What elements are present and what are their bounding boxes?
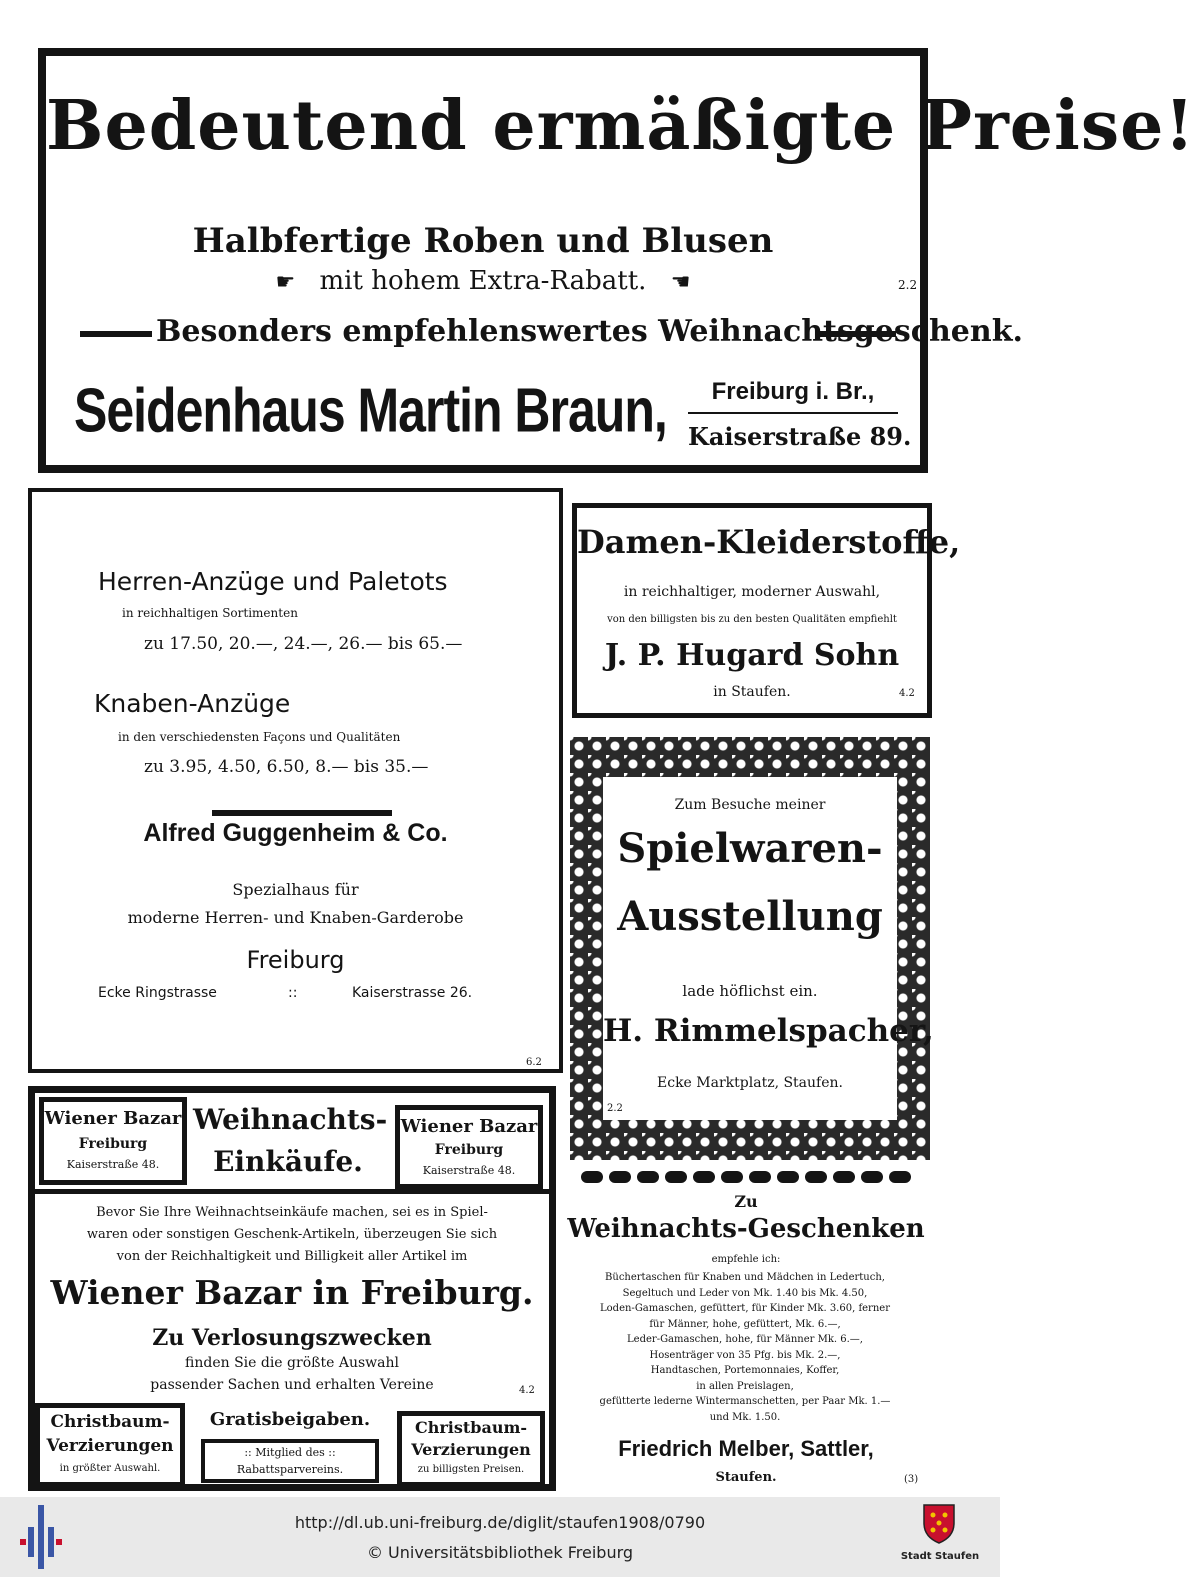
ad2-prices2: zu 3.95, 4.50, 6.50, 8.— bis 35.—	[144, 757, 429, 777]
ad5-right-l2: Freiburg	[434, 1142, 504, 1158]
ad5-left-l3: Kaiserstraße 48.	[66, 1158, 160, 1171]
ad5-bottom-right-box	[397, 1411, 545, 1487]
ad5-center-title2: Einkäufe.	[213, 1145, 363, 1178]
ad5-bc-l1: Gratisbeigaben.	[209, 1409, 371, 1430]
pointing-hand-left-icon: ☚	[670, 270, 691, 295]
ad6-title: Weihnachts-Geschenken	[567, 1214, 925, 1244]
ad5-bottom-center	[195, 1403, 385, 1487]
ad1-line2: Halbfertige Roben und Blusen	[192, 221, 774, 261]
ad4-code: 2.2	[607, 1103, 623, 1114]
ad3-title: Damen-Kleiderstoffe,	[577, 523, 961, 561]
ad5-right-box	[395, 1105, 543, 1189]
ad5-code: 4.2	[519, 1385, 535, 1396]
ad5-bl-l2: Verzierungen	[46, 1436, 174, 1456]
ad6-zu: Zu	[734, 1192, 758, 1211]
ad2-spec2: moderne Herren- und Knaben-Garderobe	[127, 908, 464, 927]
ad2-company: Alfred Guggenheim & Co.	[143, 819, 448, 847]
ad6-line: Segeltuch und Leder von Mk. 1.40 bis Mk. 4.50,	[622, 1287, 868, 1299]
ad5-body4: finden Sie die größte Auswahl	[185, 1355, 399, 1371]
ad6-city: Staufen.	[715, 1470, 777, 1485]
ad2-title1: Herren-Anzüge und Paletots	[98, 567, 448, 596]
ad1-city-rule	[688, 412, 898, 414]
ad3-line2: von den billigsten bis zu den besten Qualitäten empfiehlt	[607, 614, 897, 625]
ad2-title2: Knaben-Anzüge	[94, 689, 291, 718]
ad3-city: in Staufen.	[713, 684, 791, 700]
ad1-double-rule-right	[816, 331, 896, 337]
ad5-center-title1: Weihnachts-	[193, 1103, 388, 1136]
ad2-sub2: in den verschiedensten Façons und Qualitäten	[118, 730, 401, 744]
ad3-company: J. P. Hugard Sohn	[604, 638, 900, 673]
ad5-left-l1: Wiener Bazar	[44, 1108, 182, 1129]
ad6-empf: empfehle ich:	[711, 1254, 781, 1265]
ad3-code: 4.2	[899, 688, 915, 699]
ad5-body5: passender Sachen und erhalten Vereine	[150, 1377, 434, 1393]
ad2-city: Freiburg	[246, 946, 345, 974]
ad-wiener-bazar	[28, 1086, 556, 1491]
ad5-br-l3: zu billigsten Preisen.	[417, 1464, 525, 1475]
ad2-company-rule	[212, 810, 392, 816]
ad4-title1: Spielwaren-	[617, 825, 883, 872]
ad1-headline: Bedeutend ermäßigte Preise!	[46, 86, 1195, 166]
ad5-big: Wiener Bazar in Freiburg.	[50, 1273, 534, 1312]
ad6-line: für Männer, hohe, gefüttert, Mk. 6.—,	[649, 1318, 841, 1330]
ad1-code: 2.2	[898, 278, 918, 292]
ad6-code: (3)	[904, 1474, 919, 1485]
ad6-line: gefütterte lederne Wintermanschetten, per Paar Mk. 1.—	[599, 1396, 891, 1407]
ad5-bl-l3: in größter Auswahl.	[59, 1463, 161, 1474]
ad-rimmelspacher-ornament-border	[570, 737, 934, 1160]
ad5-right-l3: Kaiserstraße 48.	[422, 1164, 516, 1177]
ad4-title2: Ausstellung	[617, 893, 883, 940]
ad1-company: Seidenhaus Martin Braun,	[74, 375, 667, 446]
ad1-line3: mit hohem Extra-Rabatt.	[319, 266, 647, 296]
ad5-left-l2: Freiburg	[78, 1136, 148, 1152]
footer-logo-label: Stadt Staufen	[900, 1551, 980, 1562]
ad4-addr: Ecke Marktplatz, Staufen.	[657, 1075, 843, 1091]
ad4-name: H. Rimmelspacher,	[603, 1013, 934, 1049]
ad2-spec1: Spezialhaus für	[232, 880, 359, 899]
ad6-name: Friedrich Melber, Sattler,	[618, 1436, 874, 1461]
ad5-bl-l1: Christbaum-	[50, 1412, 170, 1432]
ad5-body3: von der Reichhaltigkeit und Billigkeit aller Artikel im	[116, 1249, 468, 1264]
ad6-line: Hosenträger von 35 Pfg. bis Mk. 2.—,	[649, 1349, 841, 1361]
ad6-line: und Mk. 1.50.	[709, 1411, 781, 1423]
ad6-line: Loden-Gamaschen, gefüttert, für Kinder Mk. 3.60, ferner	[600, 1303, 890, 1314]
ad1-line4: Besonders empfehlenswertes Weihnachtsgeschenk.	[156, 314, 1023, 349]
ad5-bc-l3: Rabattsparvereins.	[236, 1463, 344, 1476]
ad6-line: Handtaschen, Portemonnaies, Koffer,	[650, 1365, 840, 1376]
ad5-sub: Zu Verlosungszwecken	[152, 1325, 432, 1351]
ad2-prices1: zu 17.50, 20.—, 24.—, 26.— bis 65.—	[144, 634, 463, 654]
ad5-body2: waren oder sonstigen Geschenk-Artikeln, überzeugen Sie sich	[86, 1227, 498, 1242]
ad5-divider-top	[35, 1189, 549, 1194]
ad4-intro: Zum Besuche meiner	[674, 797, 826, 813]
ad6-line: Leder-Gamaschen, hohe, für Männer Mk. 6.—,	[627, 1334, 863, 1345]
ad6-dot-border	[562, 1168, 930, 1182]
ad5-left-box	[39, 1097, 187, 1185]
ad1-double-rule-left	[80, 331, 152, 337]
ad2-code: 6.2	[526, 1057, 542, 1068]
ad2-addr-right: Kaiserstrasse 26.	[352, 985, 473, 1001]
footer-copyright: © Universitätsbibliothek Freiburg	[366, 1543, 634, 1562]
ad-melber	[562, 1168, 930, 1494]
ad1-street: Kaiserstraße 89.	[688, 422, 912, 451]
ad5-br-l1: Christbaum-	[414, 1418, 528, 1437]
ad2-addr-sep: ::	[288, 985, 298, 1001]
ad2-sub1: in reichhaltigen Sortimenten	[122, 606, 298, 620]
ad4-invite: lade höflichst ein.	[682, 982, 818, 1000]
ad6-line: in allen Preislagen,	[696, 1380, 794, 1392]
ad-seidenhaus-braun	[38, 48, 1195, 473]
ad5-body1: Bevor Sie Ihre Weihnachtseinkäufe machen, sei es in Spiel-	[96, 1205, 488, 1220]
ad3-line1: in reichhaltiger, moderner Auswahl,	[623, 584, 881, 600]
ad5-right-l1: Wiener Bazar	[400, 1116, 538, 1137]
ad5-bc-l2: :: Mitglied des ::	[244, 1446, 336, 1459]
ad6-lines	[564, 1270, 926, 1425]
ad1-city: Freiburg i. Br.,	[711, 378, 875, 405]
viewer-footer	[0, 1497, 1000, 1577]
ad6-line: Büchertaschen für Knaben und Mädchen in Ledertuch,	[605, 1272, 885, 1283]
ad5-bc-box	[201, 1439, 379, 1483]
ad-hugard	[572, 503, 961, 718]
ad5-br-l2: Verzierungen	[411, 1440, 531, 1459]
pointing-hand-right-icon: ☛	[275, 270, 296, 295]
ad5-bottom-left-box	[35, 1403, 185, 1487]
ad-guggenheim	[28, 488, 563, 1073]
ad1-line3-row	[46, 266, 920, 296]
ad2-addr-left: Ecke Ringstrasse	[98, 985, 217, 1001]
stadt-staufen-coat-of-arms-icon	[922, 1503, 956, 1545]
footer-url[interactable]: http://dl.ub.uni-freiburg.de/diglit/staufen1908/0790	[294, 1513, 706, 1532]
ad-rimmelspacher	[603, 777, 934, 1120]
